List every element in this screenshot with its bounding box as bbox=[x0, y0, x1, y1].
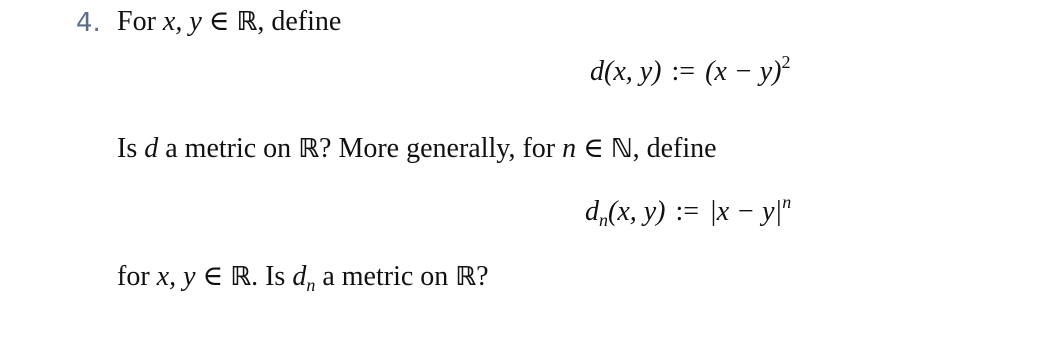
q2-in: ∈ bbox=[202, 261, 224, 292]
eq2-rhs: |x − y| bbox=[709, 196, 783, 227]
intro-define: , define bbox=[257, 6, 342, 37]
q1-reals: ℝ bbox=[298, 134, 320, 164]
q2-subscript: n bbox=[306, 275, 316, 295]
q2-qmark: ? bbox=[476, 261, 489, 292]
q2-reals: ℝ bbox=[230, 262, 252, 292]
intro-reals: ℝ bbox=[236, 7, 258, 37]
eq2-subscript: n bbox=[599, 210, 608, 230]
eq2-args: (x, y) bbox=[608, 196, 666, 227]
intro-in: ∈ bbox=[208, 6, 230, 37]
question-2-line bbox=[117, 261, 489, 295]
eq1-assign: := bbox=[671, 56, 696, 87]
q2-vars: x, y bbox=[156, 261, 196, 292]
q1-naturals: ℕ bbox=[610, 134, 633, 164]
q1-more: ? More generally, for bbox=[319, 133, 556, 164]
eq2-assign: := bbox=[675, 196, 700, 227]
eq2-exponent: n bbox=[782, 192, 792, 212]
intro-vars: x, y bbox=[162, 6, 202, 37]
eq1-lhs: d(x, y) bbox=[590, 56, 662, 87]
eq1-rhs: (x − y) bbox=[705, 56, 782, 87]
q2-is: . Is bbox=[251, 261, 286, 292]
eq1-exponent: 2 bbox=[781, 52, 791, 72]
q1-n: n bbox=[562, 133, 577, 164]
intro-line bbox=[117, 8, 341, 36]
q2-a-metric: a metric on bbox=[322, 261, 449, 292]
equation-2 bbox=[585, 192, 792, 230]
q2-d: d bbox=[292, 261, 307, 292]
q2-for: for bbox=[117, 261, 150, 292]
q1-d: d bbox=[144, 133, 159, 164]
equation-1 bbox=[590, 52, 791, 87]
question-1-line bbox=[117, 135, 717, 163]
q1-is: Is bbox=[117, 133, 138, 164]
eq2-d: d bbox=[585, 196, 599, 227]
problem-number: 4. bbox=[76, 8, 101, 38]
q1-define: , define bbox=[632, 133, 717, 164]
q2-reals2: ℝ bbox=[455, 262, 477, 292]
q1-in: ∈ bbox=[583, 133, 604, 164]
intro-for: For bbox=[117, 6, 156, 37]
q1-a-metric: a metric on bbox=[165, 133, 292, 164]
